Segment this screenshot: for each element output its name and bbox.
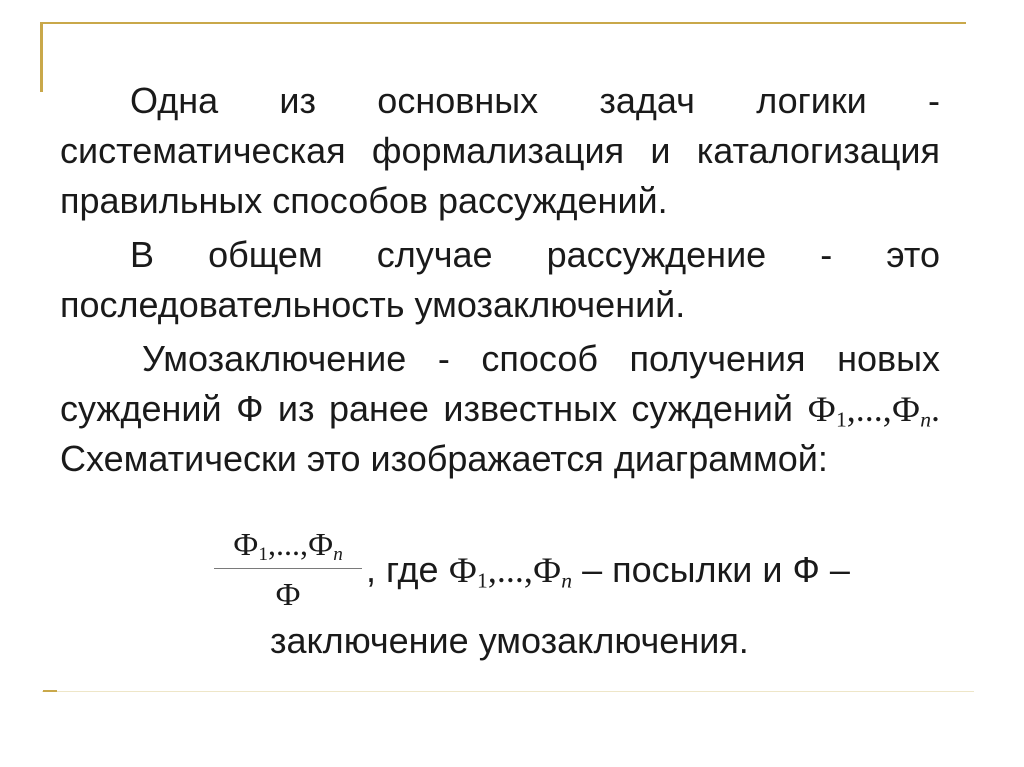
inference-fraction [214, 524, 362, 615]
premises-formula-explanation: $Ф_1,...,Ф_n$ [448, 549, 573, 592]
slide-body [60, 76, 940, 484]
premises-formula-inline: $Ф_1,...,Ф_n$. [807, 389, 940, 432]
fraction-numerator: $Ф_1,...,Ф_n$ [233, 526, 343, 565]
paragraph-inference-definition [60, 334, 940, 484]
left-decorative-rule [40, 22, 43, 92]
fraction-denominator: Ф [275, 576, 301, 612]
conclusion-text: заключение умозаключения. [270, 620, 749, 661]
top-decorative-rule [42, 22, 966, 24]
inference-diagram [214, 524, 850, 615]
inference-text-start: Умозаключение - способ получения новых суждений Ф из ранее известных суждений [60, 338, 940, 429]
paragraph-reasoning-definition: В общем случае рассуждение - это последовательность умозаключений. [60, 234, 940, 325]
bottom-rule-accent [43, 690, 57, 692]
inference-text-end: Схематически это изображается диаграммой: [60, 438, 828, 479]
bottom-decorative-rule [42, 691, 974, 692]
paragraph-logic-task: Одна из основных задач логики - систематическая формализация и каталогизация правильных способов рассуждений. [60, 80, 940, 221]
diagram-explanation: , где $Ф_1,...,Ф_n$ – посылки и Ф – [366, 548, 850, 592]
